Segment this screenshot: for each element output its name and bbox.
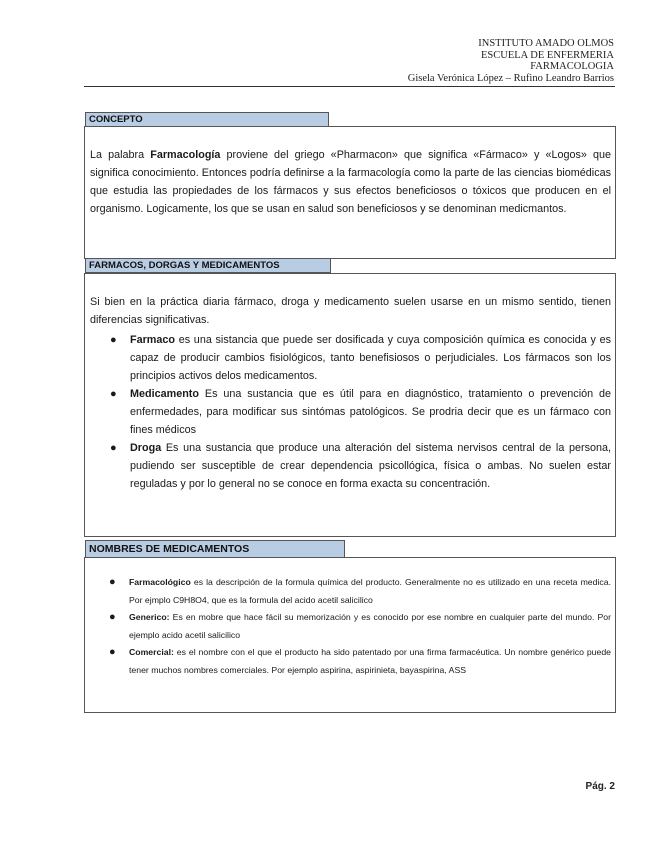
header-authors: Gisela Verónica López – Rufino Leandro Barrios	[407, 72, 614, 84]
concepto-term: Farmacología	[150, 149, 221, 161]
list-item: ● Farmacológico es la descripción de la formula química del producto. Generalmente no es utilizado en una receta medica. Por ejmplo C9H8O4, que es la formula del acido acetil salicilico	[109, 576, 611, 605]
list-item: ● Generico: Es en mobre que hace fácil su memorización y es conocido por ese nombre en cualquier parte del mundo. Por ejemplo acido acetil salicilico	[109, 611, 611, 640]
list-item: ● Medicamento Es una sustancia que es útil para en diagnóstico, tratamiento o prevención de enfermedades, para modificar sus sintómas patológicos. Se prodria decir que es un fármaco con fines médicos	[90, 385, 611, 439]
header-institute: INSTITUTO AMADO OLMOS	[478, 38, 614, 49]
header-divider	[84, 86, 615, 87]
section-nombres	[84, 557, 616, 713]
page-number: Pág. 2	[585, 781, 615, 792]
farmacos-list	[90, 331, 611, 493]
section-concepto	[84, 126, 616, 259]
concepto-paragraph: La palabra Farmacología proviene del griego «Pharmacon» que significa «Fármaco» y «Logos» que significa conocimiento. Entonces podría definirse a la farmacología como la parte de las ciencias biomédicas que estudia las propiedades de los fármacos y sus efectos beneficiosos o tóxicos que producen en el organismo. Logicamente, los que se usan en salud son beneficiosos y se denominan medicmantos.	[90, 149, 611, 215]
header-subject: FARMACOLOGIA	[530, 61, 614, 72]
farmacos-intro: Si bien en la práctica diaria fármaco, droga y medicamento suelen usarse en un mismo sentido, tienen diferencias significativas.	[90, 296, 611, 326]
header-school: ESCUELA DE ENFERMERIA	[480, 49, 614, 61]
list-item: ● Comercial: es el nombre con el que el producto ha sido patentado por una firma farmacéutica. Un nombre genérico puede tener muchos nombres comerciales. Por ejemplo aspirina, aspirinieta, bayaspirina, ASS	[109, 646, 611, 675]
bullet-icon: ●	[110, 334, 117, 346]
bullet-icon: ●	[109, 646, 116, 658]
section-label-concepto: CONCEPTO	[85, 112, 329, 127]
list-item: ● Droga Es una sustancia que produce una alteración del sistema nervisos central de la persona, pudiendo ser susceptible de crear dependencia psicollógica, física o ambas. No suelen estar reguladas y por lo general no se conoce en forma exacta su concentración.	[90, 439, 611, 493]
bullet-icon: ●	[109, 576, 116, 588]
section-label-farmacos: FARMACOS, DORGAS Y MEDICAMENTOS	[85, 258, 331, 273]
section-label-nombres: NOMBRES DE MEDICAMENTOS	[85, 540, 345, 558]
bullet-icon: ●	[110, 442, 117, 454]
bullet-icon: ●	[109, 611, 116, 623]
list-item: ● Farmaco es una sistancia que puede ser dosificada y cuya composición química es conocida y es capaz de producir cambios fisiológicos, tanto benefisiosos o perjudiciales. Los fármacos son los principios activos delos medicamentos.	[90, 331, 611, 385]
nombres-list	[89, 574, 611, 679]
bullet-icon: ●	[110, 388, 117, 400]
document-header	[408, 38, 614, 84]
section-farmacos	[84, 273, 616, 537]
